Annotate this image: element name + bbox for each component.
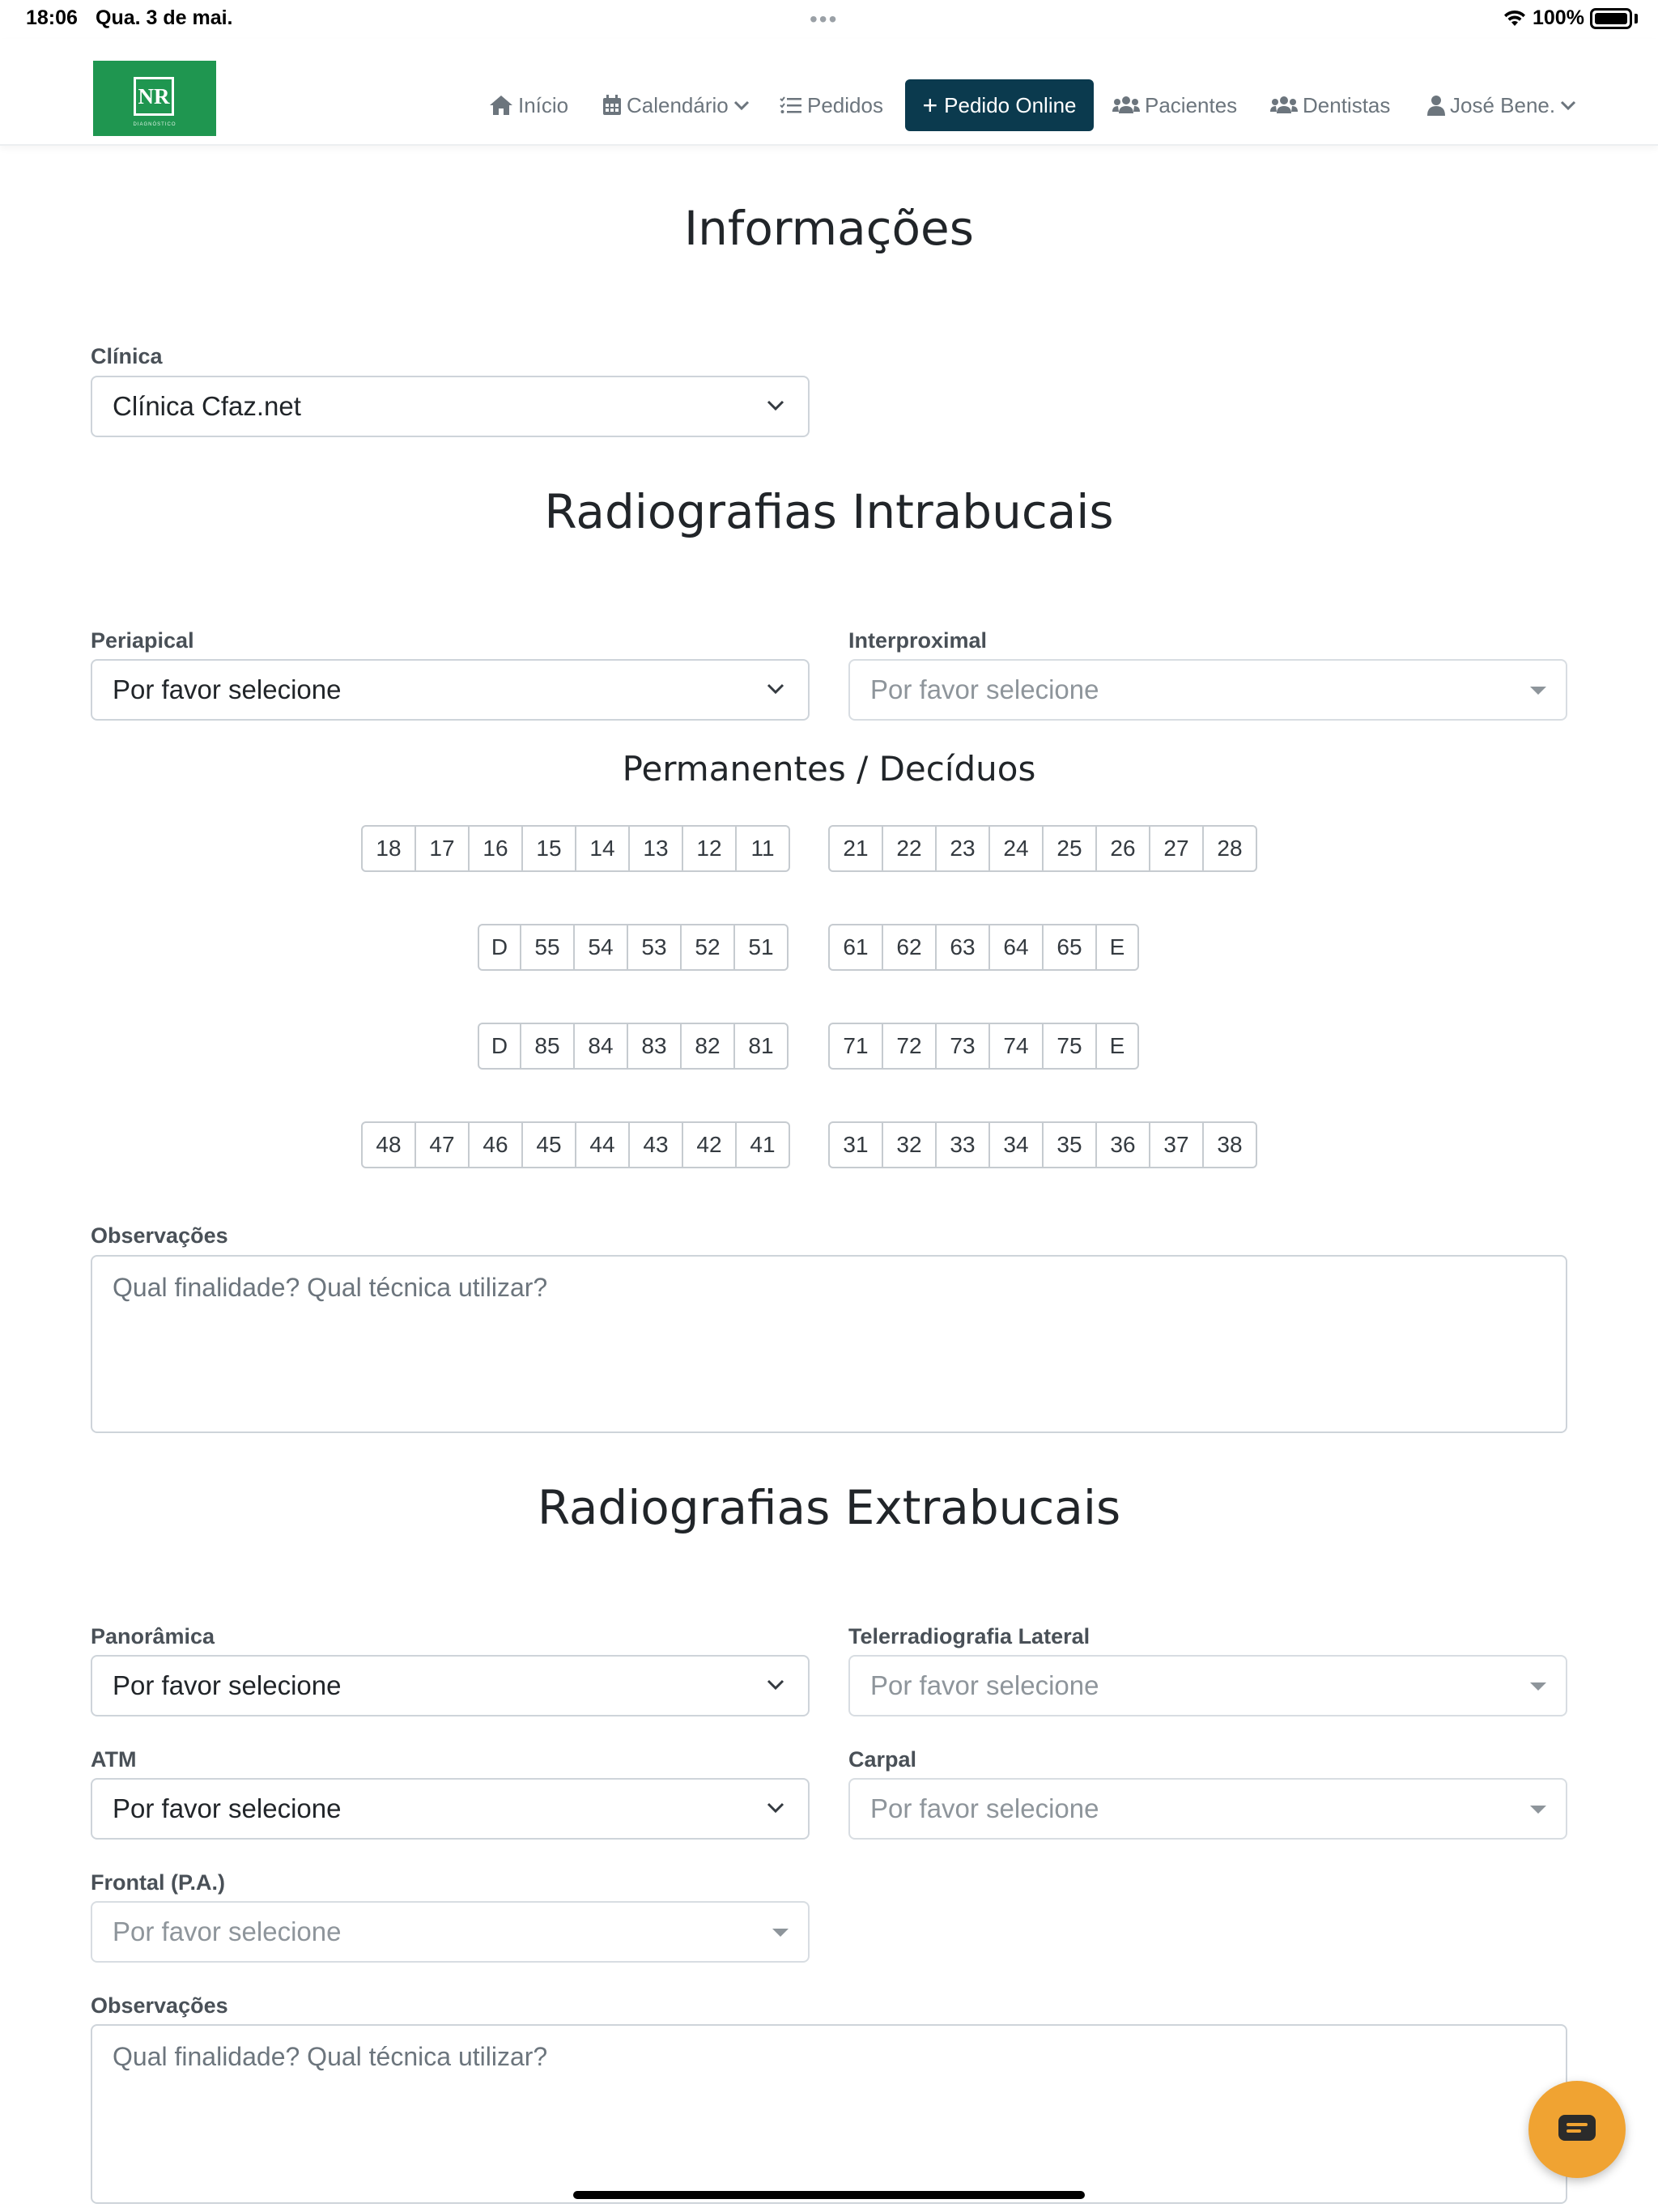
users-icon (1112, 96, 1140, 115)
status-date: Qua. 3 de mai. (96, 6, 233, 29)
wifi-icon (1503, 8, 1527, 28)
tooth-button[interactable]: 73 (935, 1023, 990, 1070)
caret-down-icon (772, 1929, 789, 1937)
tooth-button[interactable]: 37 (1149, 1121, 1204, 1168)
caret-down-icon (1530, 1806, 1546, 1814)
home-indicator[interactable] (573, 2191, 1085, 2199)
intra-obs-textarea[interactable]: Qual finalidade? Qual técnica utilizar? (91, 1255, 1567, 1433)
caret-down-icon (1530, 1682, 1546, 1691)
user-icon (1427, 95, 1445, 116)
periapical-label: Periapical (91, 628, 194, 653)
frontal-select-value: Por favor selecione (113, 1916, 342, 1946)
tooth-button[interactable]: 38 (1202, 1121, 1257, 1168)
tooth-row-dec-lower-right (478, 1023, 789, 1070)
nav-user-menu[interactable] (1427, 91, 1576, 120)
tooth-button[interactable]: 43 (628, 1121, 683, 1168)
tooth-button[interactable]: 17 (414, 825, 470, 872)
chevron-down-icon (766, 1678, 785, 1691)
carpal-label: Carpal (848, 1747, 917, 1772)
tooth-button[interactable]: 41 (735, 1121, 790, 1168)
plus-icon: + (922, 91, 938, 120)
nav-label-pacientes: Pacientes (1145, 92, 1238, 117)
chevron-down-icon (1560, 100, 1576, 111)
tooth-button[interactable]: 24 (988, 825, 1044, 872)
tooth-button[interactable]: 47 (414, 1121, 470, 1168)
tooth-button[interactable]: 32 (882, 1121, 937, 1168)
tooth-button[interactable]: 83 (627, 1023, 682, 1070)
nav-pedidos[interactable] (780, 91, 883, 120)
tooth-button[interactable]: 15 (521, 825, 576, 872)
tooth-row-upper-right (361, 825, 790, 872)
status-time: 18:06 (26, 6, 78, 29)
tooth-button[interactable]: 27 (1149, 825, 1204, 872)
battery-tip (1635, 14, 1638, 23)
tooth-button[interactable]: 36 (1095, 1121, 1150, 1168)
nav-dentistas[interactable] (1270, 91, 1390, 120)
tooth-row-dec-lower-left (828, 1023, 1139, 1070)
tooth-button[interactable]: 82 (680, 1023, 735, 1070)
periapical-select-value: Por favor selecione (113, 674, 342, 704)
extra-title: Radiografias Extrabucais (537, 1480, 1121, 1535)
tooth-row-lower-right (361, 1121, 790, 1168)
caret-down-icon (1530, 687, 1546, 695)
list-icon (780, 96, 802, 115)
tele-select-value: Por favor selecione (870, 1670, 1099, 1700)
logo[interactable] (93, 61, 216, 136)
atm-select-value: Por favor selecione (113, 1793, 342, 1823)
home-icon (489, 95, 513, 116)
tooth-button[interactable]: 48 (361, 1121, 416, 1168)
carpal-select[interactable] (848, 1778, 1567, 1840)
carpal-select-value: Por favor selecione (870, 1793, 1099, 1823)
users-icon (1270, 96, 1298, 115)
periapical-select[interactable] (91, 659, 810, 721)
extra-obs-textarea[interactable]: Qual finalidade? Qual técnica utilizar? (91, 2024, 1567, 2204)
logo-subtitle: DIAGNÓSTICO (133, 122, 176, 127)
extra-obs-label: Observações (91, 1993, 228, 2018)
tooth-button[interactable]: 14 (575, 825, 630, 872)
tooth-button[interactable]: 62 (882, 924, 937, 971)
tooth-button[interactable]: D (478, 1023, 521, 1070)
clinic-select[interactable] (91, 376, 810, 437)
tooth-button[interactable]: 52 (680, 924, 735, 971)
interproximal-select-value: Por favor selecione (870, 674, 1099, 704)
tooth-button[interactable]: 35 (1042, 1121, 1097, 1168)
tooth-button[interactable]: 33 (935, 1121, 990, 1168)
tooth-button[interactable]: 21 (828, 825, 883, 872)
tooth-button[interactable]: 74 (988, 1023, 1044, 1070)
tooth-button[interactable]: 11 (735, 825, 790, 872)
tele-select[interactable] (848, 1655, 1567, 1716)
tooth-button[interactable]: 53 (627, 924, 682, 971)
tooth-button[interactable]: 26 (1095, 825, 1150, 872)
tooth-button[interactable]: 51 (733, 924, 789, 971)
chat-icon (1557, 2113, 1597, 2146)
multitask-dots-icon[interactable]: ••• (810, 6, 839, 32)
tooth-button[interactable]: 55 (520, 924, 575, 971)
chevron-down-icon (733, 100, 750, 111)
tooth-button[interactable]: 31 (828, 1121, 883, 1168)
tooth-button[interactable]: 12 (682, 825, 737, 872)
atm-label: ATM (91, 1747, 137, 1772)
chevron-down-icon (766, 682, 785, 695)
tooth-row-lower-left (828, 1121, 1257, 1168)
nav-inicio[interactable] (489, 91, 568, 120)
tooth-button[interactable]: 46 (468, 1121, 523, 1168)
tooth-button[interactable]: 18 (361, 825, 416, 872)
tooth-button[interactable]: 61 (828, 924, 883, 971)
panoramica-select-value: Por favor selecione (113, 1670, 342, 1700)
chat-button[interactable] (1528, 2081, 1626, 2178)
tooth-button[interactable]: 34 (988, 1121, 1044, 1168)
tooth-button[interactable]: 81 (733, 1023, 789, 1070)
nav-label-inicio: Início (518, 92, 569, 117)
tooth-button[interactable]: 84 (573, 1023, 628, 1070)
tooth-button[interactable]: 22 (882, 825, 937, 872)
teeth-title: Permanentes / Decíduos (622, 749, 1036, 789)
tooth-row-upper-left (828, 825, 1257, 872)
calendar-icon (602, 95, 622, 116)
intra-title: Radiografias Intrabucais (544, 484, 1114, 539)
clinic-select-value: Clínica Cfaz.net (113, 391, 301, 421)
tooth-button[interactable]: 72 (882, 1023, 937, 1070)
tooth-row-dec-upper-right (478, 924, 789, 971)
panoramica-select[interactable] (91, 1655, 810, 1716)
panoramica-label: Panorâmica (91, 1624, 215, 1648)
tooth-button[interactable]: 65 (1042, 924, 1097, 971)
battery-icon (1590, 8, 1632, 29)
tooth-row-dec-upper-left (828, 924, 1139, 971)
tooth-button[interactable]: 54 (573, 924, 628, 971)
tooth-button[interactable]: 45 (521, 1121, 576, 1168)
info-title: Informações (684, 201, 974, 256)
tooth-button[interactable]: 64 (988, 924, 1044, 971)
tooth-button[interactable]: 75 (1042, 1023, 1097, 1070)
tooth-button[interactable]: 28 (1202, 825, 1257, 872)
nav-calendario[interactable] (602, 91, 750, 120)
chevron-down-icon (766, 1801, 785, 1814)
tooth-button[interactable]: E (1095, 1023, 1139, 1070)
tooth-button[interactable]: 13 (628, 825, 683, 872)
nav-label-calendario: Calendário (627, 92, 729, 117)
frontal-label: Frontal (P.A.) (91, 1870, 226, 1895)
frontal-select[interactable] (91, 1901, 810, 1963)
tooth-button[interactable]: 16 (468, 825, 523, 872)
logo-text: NR (134, 77, 174, 116)
tooth-button[interactable]: 23 (935, 825, 990, 872)
interproximal-label: Interproximal (848, 628, 988, 653)
pedido-online-button[interactable] (905, 79, 1094, 131)
nav-pacientes[interactable] (1112, 91, 1237, 120)
nav-label-pedidos: Pedidos (807, 92, 883, 117)
battery-percent: 100% (1533, 6, 1584, 29)
tooth-button[interactable]: 44 (575, 1121, 630, 1168)
status-bar (0, 0, 1658, 39)
clinic-label: Clínica (91, 344, 163, 368)
tele-label: Telerradiografia Lateral (848, 1624, 1090, 1648)
tooth-button[interactable]: 63 (935, 924, 990, 971)
atm-select[interactable] (91, 1778, 810, 1840)
nav-label-user: José Bene. (1450, 92, 1556, 117)
pedido-online-label: Pedido Online (944, 92, 1077, 117)
chevron-down-icon (766, 398, 785, 411)
tooth-button[interactable]: 42 (682, 1121, 737, 1168)
tooth-button[interactable]: 25 (1042, 825, 1097, 872)
tooth-button[interactable]: 71 (828, 1023, 883, 1070)
tooth-button[interactable]: E (1095, 924, 1139, 971)
interproximal-select[interactable] (848, 659, 1567, 721)
nav-label-dentistas: Dentistas (1303, 92, 1391, 117)
tooth-button[interactable]: D (478, 924, 521, 971)
tooth-button[interactable]: 85 (520, 1023, 575, 1070)
intra-obs-label: Observações (91, 1223, 228, 1248)
